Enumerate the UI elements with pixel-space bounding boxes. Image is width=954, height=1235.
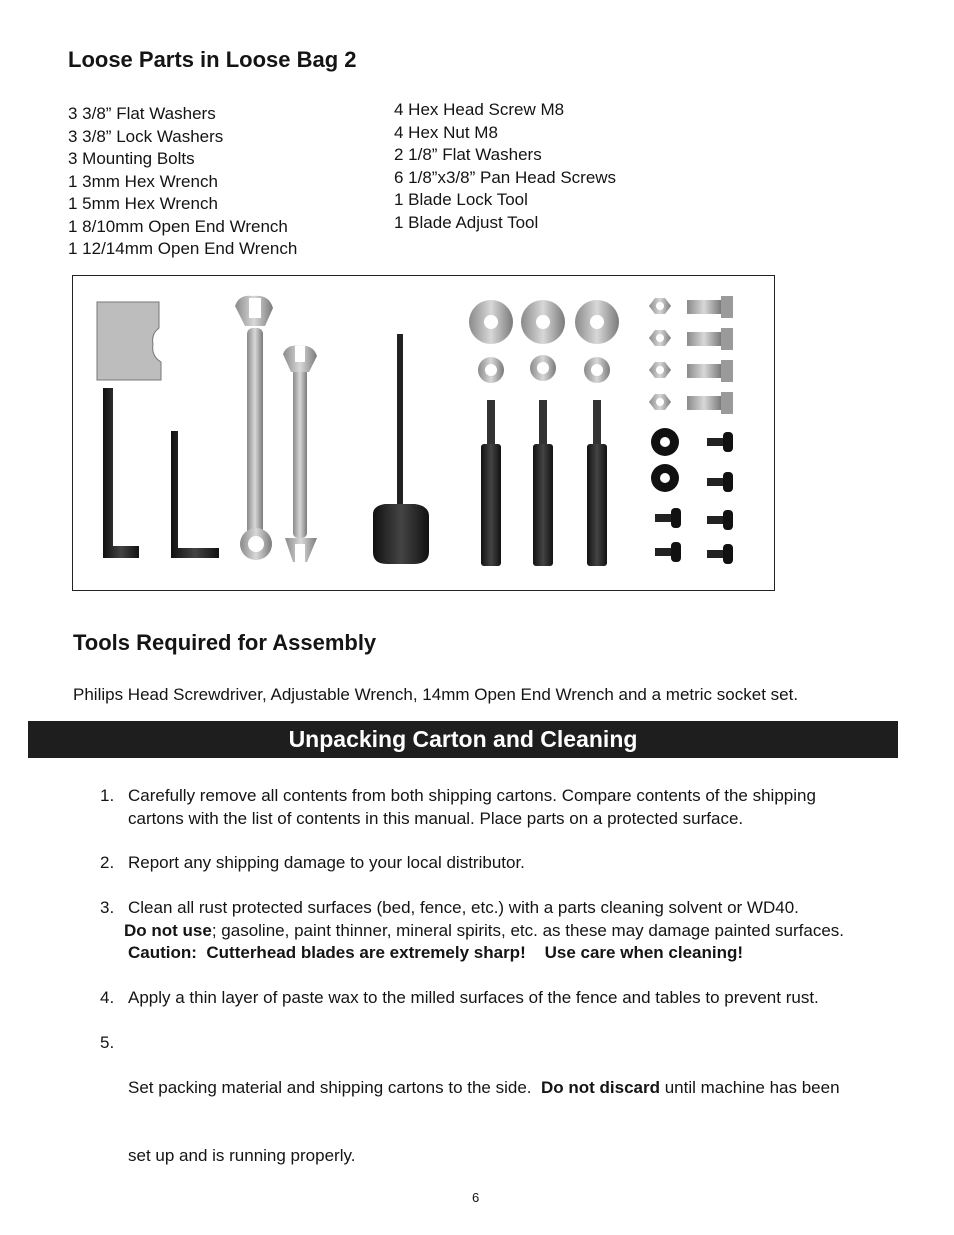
step-3-warning (124, 920, 844, 943)
parts-photo (72, 275, 775, 591)
hex-wrench-3mm (171, 431, 219, 558)
tools-title: Tools Required for Assembly (73, 630, 377, 655)
hex-head-screws (687, 296, 733, 414)
page-number: 6 (472, 1190, 480, 1205)
open-end-wrench-12-14 (235, 296, 273, 560)
loose-parts-title: Loose Parts in Loose Bag 2 (68, 47, 357, 72)
step-text: Clean all rust protected surfaces (bed, fence, etc.) with a parts cleaning solvent or WD40. (128, 898, 799, 917)
caution-text: Caution: Cutterhead blades are extremely sharp! Use care when cleaning! (128, 943, 744, 962)
tools-text: Philips Head Screwdriver, Adjustable Wrench, 14mm Open End Wrench and a metric socket set. (73, 685, 799, 704)
list-item: 4 Hex Head Screw M8 (394, 100, 565, 119)
step-text: Set packing material and shipping cartons to the side. (128, 1078, 541, 1097)
list-item: 4 Hex Nut M8 (394, 122, 498, 142)
small-flat-washers (651, 428, 679, 492)
blade-adjust-tool (373, 334, 429, 564)
section-banner: Unpacking Carton and Cleaning (28, 721, 898, 758)
step-number: 3. (100, 898, 115, 917)
step-text: Apply a thin layer of paste wax to the milled surfaces of the fence and tables to prevent rust. (128, 988, 819, 1007)
hex-wrench-5mm (103, 388, 139, 558)
list-item: 6 1/8”x3/8” Pan Head Screws (394, 167, 617, 187)
step-number: 4. (100, 988, 115, 1007)
mounting-bolts (481, 400, 607, 566)
list-item: 3 3/8” Lock Washers (68, 126, 224, 146)
do-not-discard-label: Do not discard (540, 1078, 660, 1097)
step-text: Report any shipping damage to your local distributor. (128, 853, 525, 872)
list-item: 3 3/8” Flat Washers (68, 104, 216, 123)
open-end-wrench-8-10 (283, 346, 317, 562)
blade-lock-tool (97, 302, 161, 380)
step-number: 1. (100, 786, 115, 805)
list-item: 1 3mm Hex Wrench (68, 171, 218, 191)
list-item: 1 Blade Lock Tool (394, 190, 528, 209)
lock-washers (478, 355, 610, 383)
parts-illustration (73, 276, 773, 589)
list-item: 1 Blade Adjust Tool (394, 212, 539, 232)
do-not-use-label: Do not use (124, 921, 212, 940)
loose-parts-list-right (394, 99, 616, 234)
step-text: until machine has been (659, 1078, 840, 1097)
step-text: Carefully remove all contents from both shipping cartons. Compare contents of the shipping (128, 786, 816, 805)
step-number: 2. (100, 853, 115, 872)
list-item: 1 8/10mm Open End Wrench (68, 216, 288, 236)
list-item: 3 Mounting Bolts (68, 149, 195, 168)
loose-parts-list-left (68, 103, 297, 261)
list-item: 1 12/14mm Open End Wrench (68, 239, 298, 258)
step-text: cartons with the list of contents in this manual. Place parts on a protected surface. (128, 808, 744, 828)
flat-washers (469, 300, 619, 344)
list-item: 1 5mm Hex Wrench (68, 194, 218, 213)
hex-nuts (649, 298, 671, 410)
step-text: set up and is running properly. (128, 1145, 356, 1165)
list-item: 2 1/8” Flat Washers (394, 145, 542, 164)
step-text: ; gasoline, paint thinner, mineral spirits, etc. as these may damage painted surfaces. (211, 921, 845, 940)
step-number: 5. (100, 1033, 115, 1052)
